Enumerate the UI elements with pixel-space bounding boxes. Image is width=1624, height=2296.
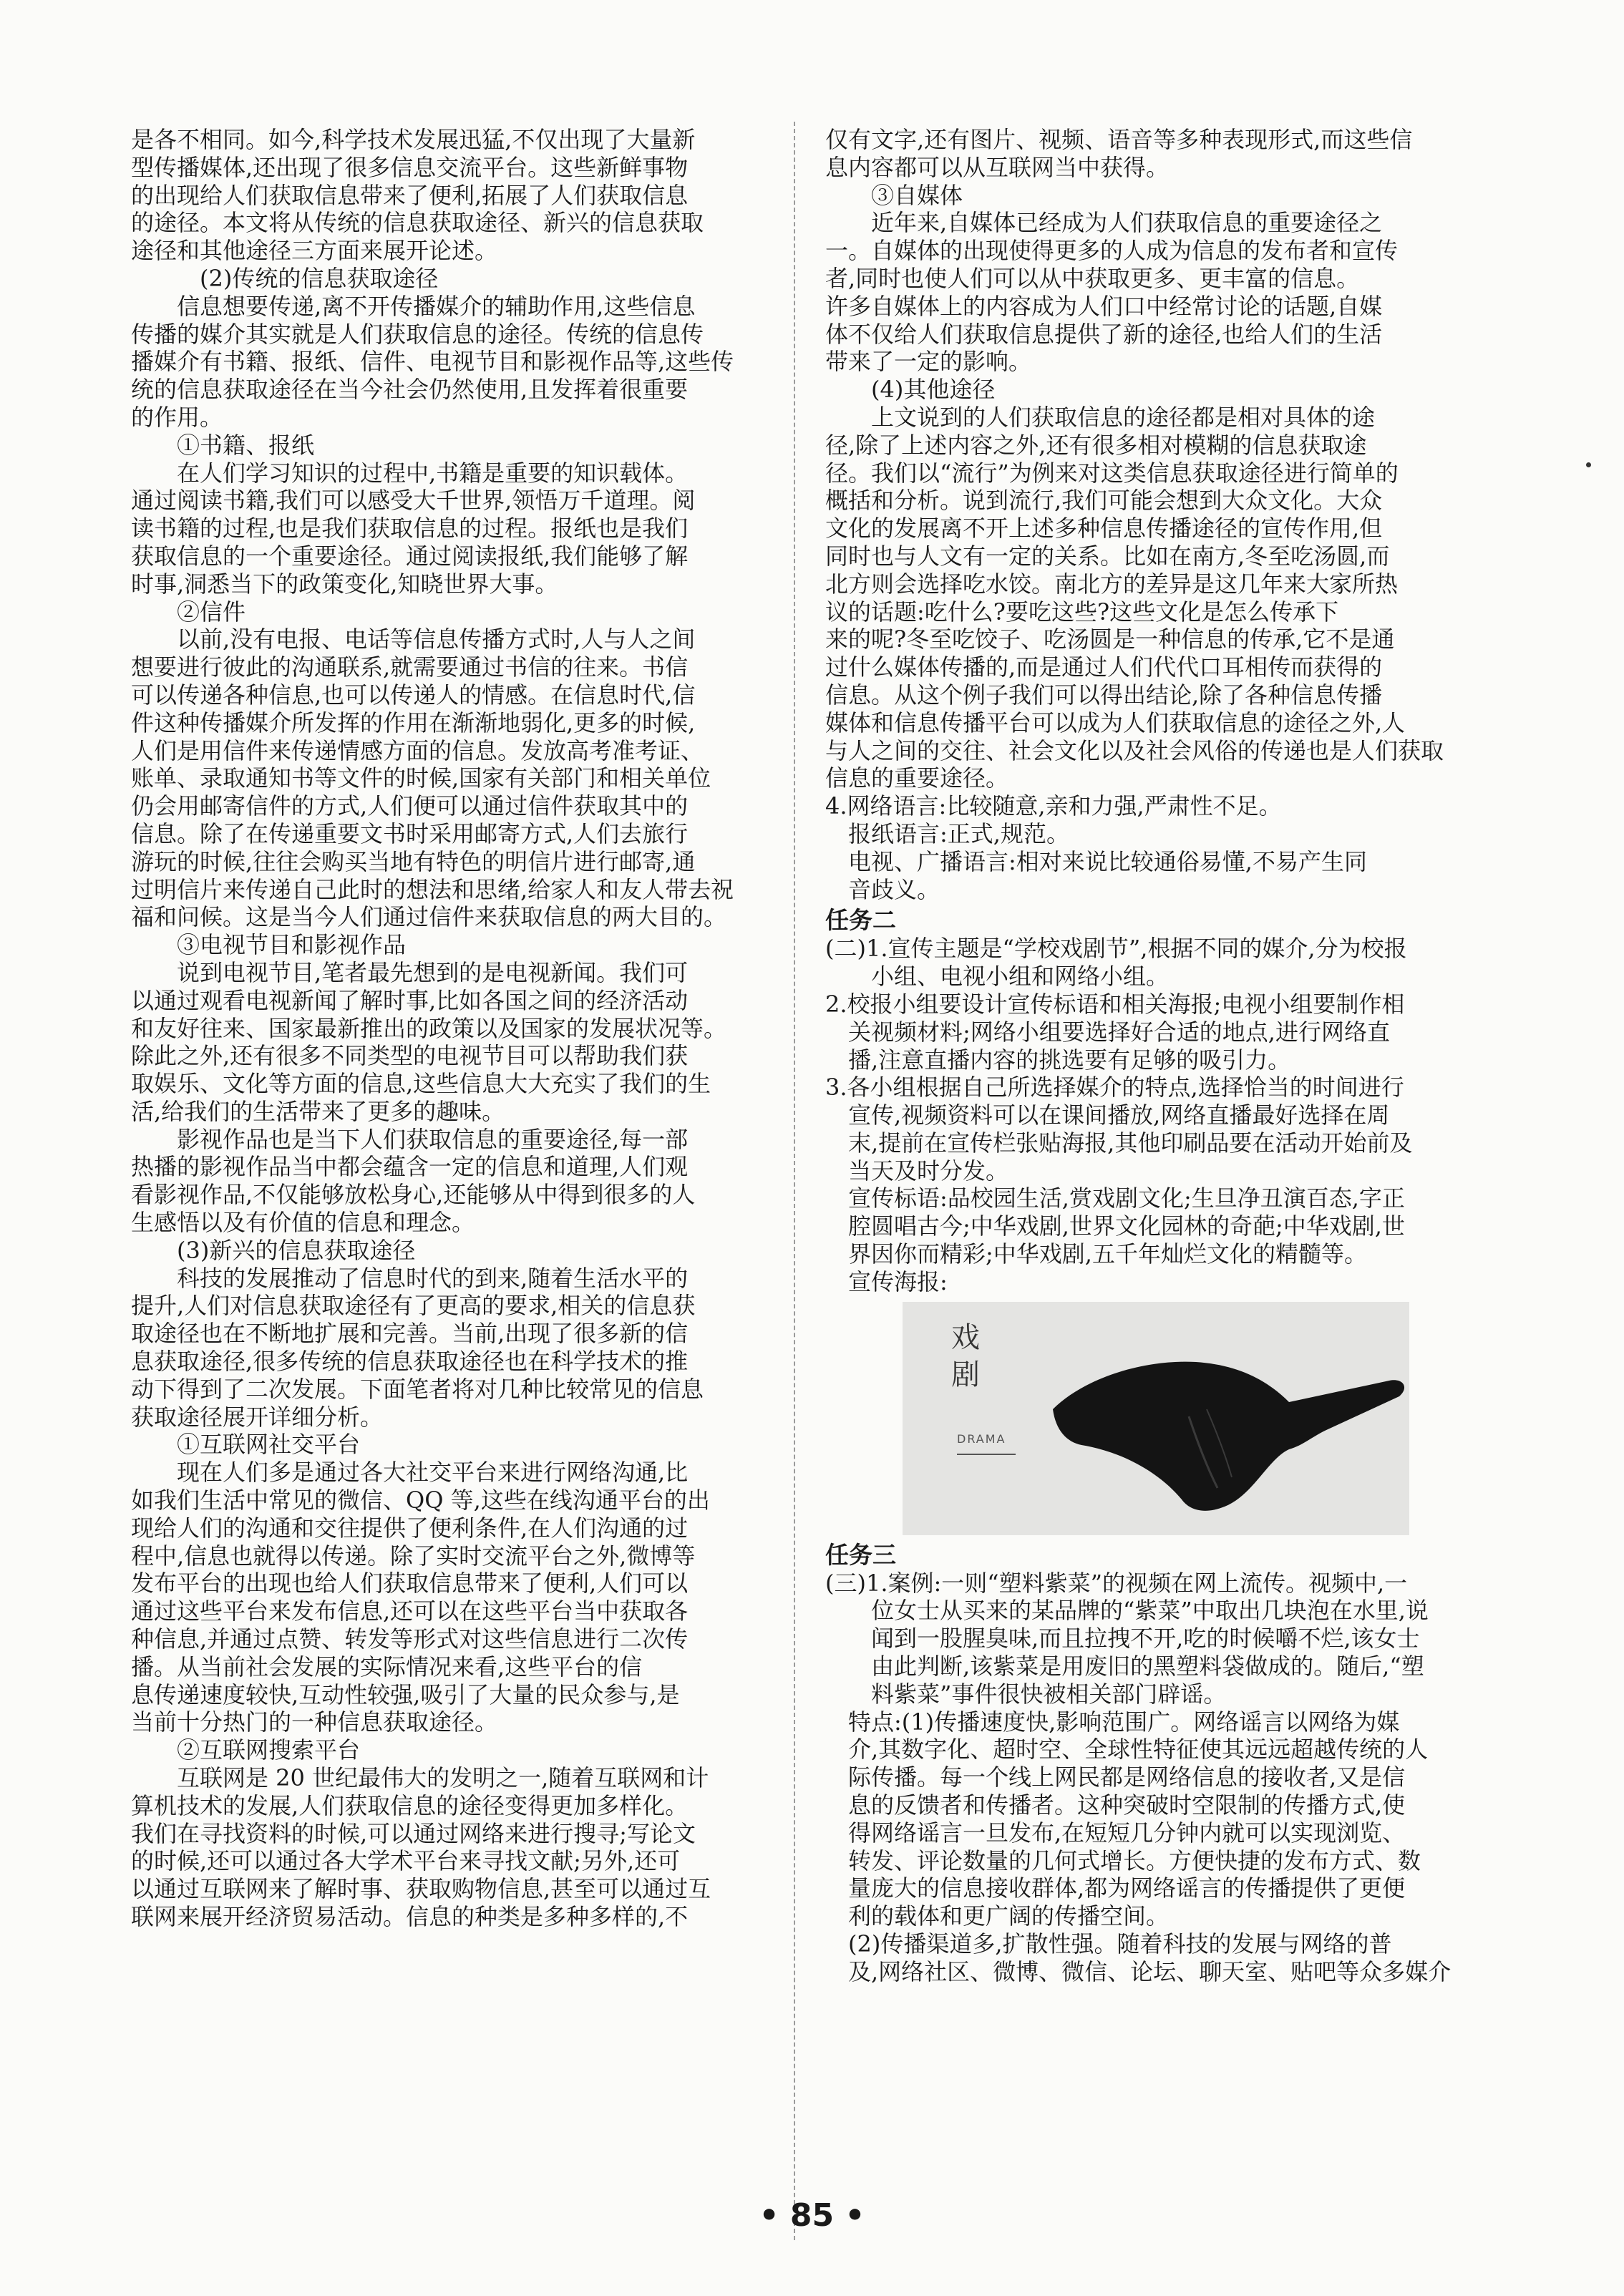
text-line: 径,除了上述内容之外,还有很多相对模糊的信息获取途	[825, 431, 1367, 459]
text-line: 活,给我们的生活带来了更多的趣味。	[131, 1097, 505, 1125]
text-line: 影视作品也是当下人们获取信息的重要途径,每一部	[177, 1125, 689, 1153]
text-line: 取途径也在不断地扩展和完善。当前,出现了很多新的信	[131, 1320, 689, 1348]
text-line: 看影视作品,不仅能够放松身心,还能够从中得到很多的人	[131, 1181, 696, 1209]
text-line: 想要进行彼此的沟通联系,就需要通过书信的往来。书信	[131, 653, 689, 681]
text-line: 转发、评论数量的几何式增长。方便快捷的发布方式、数	[848, 1847, 1421, 1874]
text-line: 闻到一股腥臭味,而且拉拽不开,吃的时候嚼不烂,该女士	[871, 1625, 1420, 1653]
text-line: 以通过观看电视新闻了解时事,比如各国之间的经济活动	[131, 986, 689, 1014]
text-line: 人们是用信件来传递情感方面的信息。发放高考准考证、	[131, 736, 704, 764]
text-line: 径。我们以“流行”为例来对这类信息获取途径进行简单的	[825, 459, 1399, 487]
text-line: 料紫菜”事件很快被相关部门辟谣。	[871, 1680, 1227, 1708]
text-line: 获取途径展开详细分析。	[131, 1403, 384, 1431]
text-line: 宣传海报:	[848, 1268, 948, 1295]
text-line: 来的呢?冬至吃饺子、吃汤圆是一种信息的传承,它不是通	[825, 626, 1395, 653]
text-line: 说到电视节目,笔者最先想到的是电视新闻。我们可	[177, 958, 689, 986]
text-line: 程中,信息也就得以传递。除了实时交流平台之外,微博等	[131, 1542, 696, 1570]
text-line: 统的信息获取途径在当今社会仍然使用,且发挥着很重要	[131, 376, 689, 404]
text-line: 的出现给人们获取信息带来了便利,拓展了人们获取信息	[131, 181, 689, 209]
text-line: 播媒介有书籍、报纸、信件、电视节目和影视作品等,这些传	[131, 348, 734, 376]
text-line: 型传播媒体,还出现了很多信息交流平台。这些新鲜事物	[131, 153, 689, 181]
text-line: 读书籍的过程,也是我们获取信息的过程。报纸也是我们	[131, 515, 689, 543]
text-line: 信息。从这个例子我们可以得出结论,除了各种信息传播	[825, 681, 1383, 709]
text-line: 腔圆唱古今;中华戏剧,世界文化园林的奇葩;中华戏剧,世	[848, 1212, 1405, 1240]
text-line: (2)传统的信息获取途径	[200, 264, 439, 292]
drama-poster	[903, 1302, 1409, 1535]
text-line: 得网络谣言一旦发布,在短短几分钟内就可以实现浏览、	[848, 1819, 1406, 1847]
text-line: 音歧义。	[848, 875, 940, 903]
text-line: 近年来,自媒体已经成为人们获取信息的重要途径之	[871, 209, 1383, 237]
text-line: 播。从当前社会发展的实际情况来看,这些平台的信	[131, 1653, 643, 1680]
text-line: 账单、录取通知书等文件的时候,国家有关部门和相关单位	[131, 764, 711, 792]
text-line: 除此之外,还有很多不同类型的电视节目可以帮助我们获	[131, 1042, 689, 1070]
text-line: 概括和分析。说到流行,我们可能会想到大众文化。大众	[825, 487, 1383, 515]
text-line: 种信息,并通过点赞、转发等形式对这些信息进行二次传	[131, 1625, 689, 1653]
text-line: 关视频材料;网络小组要选择好合适的地点,进行网络直	[848, 1018, 1390, 1046]
text-line: 带来了一定的影响。	[825, 348, 1032, 376]
text-line: 过什么媒体传播的,而是通过人们代代口耳相传而获得的	[825, 653, 1383, 681]
page-number: • 85 •	[759, 2197, 865, 2234]
text-line: 取娱乐、文化等方面的信息,这些信息大大充实了我们的生	[131, 1070, 711, 1098]
text-line: 在人们学习知识的过程中,书籍是重要的知识载体。	[177, 459, 689, 487]
text-line: 以通过互联网来了解时事、获取购物信息,甚至可以通过互	[131, 1875, 711, 1903]
poster-rule	[957, 1454, 1016, 1455]
text-line: 信息想要传递,离不开传播媒介的辅助作用,这些信息	[177, 292, 696, 320]
text-line: 播,注意直播内容的挑选要有足够的吸引力。	[848, 1046, 1291, 1074]
text-line: 提升,人们对信息获取途径有了更高的要求,相关的信息获	[131, 1292, 696, 1320]
text-line: ②信件	[177, 598, 246, 626]
text-line: 小组、电视小组和网络小组。	[871, 963, 1170, 991]
text-line: 通过这些平台来发布信息,还可以在这些平台当中获取各	[131, 1597, 689, 1625]
right-column-part-c	[825, 1570, 1502, 1986]
text-line: 过明信片来传递自己此时的想法和思绪,给家人和友人带去祝	[131, 875, 734, 903]
text-line: 4.网络语言:比较随意,亲和力强,严肃性不足。	[825, 792, 1282, 820]
text-line: 途径和其他途径三方面来展开论述。	[131, 237, 498, 265]
left-column	[131, 126, 804, 1931]
text-line: 我们在寻找资料的时候,可以通过网络来进行搜寻;写论文	[131, 1819, 696, 1847]
text-line: 信息。除了在传递重要文书时采用邮寄方式,人们去旅行	[131, 819, 689, 847]
text-line: 科技的发展推动了信息时代的到来,随着生活水平的	[177, 1264, 689, 1292]
text-line: 界因你而精彩;中华戏剧,五千年灿烂文化的精髓等。	[848, 1240, 1367, 1268]
text-line: 同时也与人文有一定的关系。比如在南方,冬至吃汤圆,而	[825, 542, 1390, 570]
text-line: 媒体和信息传播平台可以成为人们获取信息的途径之外,人	[825, 709, 1406, 736]
hand-silhouette-image	[1053, 1331, 1409, 1517]
text-line: 算机技术的发展,人们获取信息的途径变得更加多样化。	[131, 1791, 689, 1819]
text-line: 上文说到的人们获取信息的途径都是相对具体的途	[871, 403, 1376, 431]
text-line: 当前十分热门的一种信息获取途径。	[131, 1708, 498, 1736]
text-line: 福和问候。这是当今人们通过信件来获取信息的两大目的。	[131, 903, 727, 931]
text-line: 当天及时分发。	[848, 1157, 1009, 1185]
text-line: 发布平台的出现也给人们获取信息带来了便利,人们可以	[131, 1570, 689, 1597]
text-line: 与人之间的交往、社会文化以及社会风俗的传递也是人们获取	[825, 736, 1444, 764]
task3-title: 任务三	[825, 1540, 896, 1569]
text-line: (3)新兴的信息获取途径	[177, 1236, 416, 1264]
text-line: 现给人们的沟通和交往提供了便利条件,在人们沟通的过	[131, 1514, 689, 1542]
text-line: 热播的影视作品当中都会蕴含一定的信息和道理,人们观	[131, 1153, 689, 1181]
text-line: 是各不相同。如今,科学技术发展迅猛,不仅出现了大量新	[131, 126, 696, 153]
text-line: (三)1.案例:一则“塑料紫菜”的视频在网上流传。视频中,一	[825, 1569, 1408, 1597]
text-line: 的时候,还可以通过各大学术平台来寻找文献;另外,还可	[131, 1847, 681, 1875]
text-line: (2)传播渠道多,扩散性强。随着科技的发展与网络的普	[848, 1930, 1392, 1958]
text-line: 3.各小组根据自己所选择媒介的特点,选择恰当的时间进行	[825, 1074, 1404, 1101]
right-column-part-b	[825, 935, 1502, 1295]
text-line: 北方则会选择吃水饺。南北方的差异是这几年来大家所热	[825, 570, 1399, 598]
text-line: 联网来展开经济贸易活动。信息的种类是多种多样的,不	[131, 1903, 689, 1930]
text-line: 议的话题:吃什么?要吃这些?这些文化是怎么传承下	[825, 598, 1339, 626]
text-line: 件这种传播媒介所发挥的作用在渐渐地弱化,更多的时候,	[131, 709, 696, 736]
text-line: 仅有文字,还有图片、视频、语音等多种表现形式,而这些信	[825, 126, 1413, 153]
text-line: 信息的重要途径。	[825, 764, 1009, 792]
text-line: 及,网络社区、微博、微信、论坛、聊天室、贴吧等众多媒介	[848, 1957, 1452, 1985]
text-line: 位女士从买来的某品牌的“紫菜”中取出几块泡在水里,说	[871, 1597, 1429, 1625]
text-line: (4)其他途径	[871, 376, 996, 404]
text-line: 息获取途径,很多传统的信息获取途径也在科学技术的推	[131, 1348, 689, 1376]
text-line: 际传播。每一个线上网民都是网络信息的接收者,又是信	[848, 1764, 1406, 1791]
text-line: 互联网是 20 世纪最伟大的发明之一,随着互联网和计	[177, 1764, 709, 1792]
text-line: 息的反馈者和传播者。这种突破时空限制的传播方式,使	[848, 1791, 1406, 1819]
task2-title: 任务二	[825, 906, 896, 935]
margin-dot	[1586, 462, 1591, 467]
text-line: 传播的媒介其实就是人们获取信息的途径。传统的信息传	[131, 320, 704, 348]
text-line: 量庞大的信息接收群体,都为网络谣言的传播提供了更便	[848, 1874, 1406, 1902]
text-line: 电视、广播语言:相对来说比较通俗易懂,不易产生同	[848, 847, 1367, 875]
text-line: 游玩的时候,往往会购买当地有特色的明信片进行邮寄,通	[131, 847, 696, 875]
text-line: 以前,没有电报、电话等信息传播方式时,人与人之间	[177, 626, 696, 653]
text-line: 特点:(1)传播速度快,影响范围广。网络谣言以网络为媒	[848, 1708, 1400, 1736]
text-line: 者,同时也使人们可以从中获取更多、更丰富的信息。	[825, 264, 1360, 292]
text-line: 宣传,视频资料可以在课间播放,网络直播最好选择在周	[848, 1101, 1390, 1129]
text-line: ②互联网搜索平台	[177, 1736, 361, 1764]
text-line: ③自媒体	[871, 181, 963, 209]
text-line: 许多自媒体上的内容成为人们口中经常讨论的话题,自媒	[825, 292, 1383, 320]
text-line: 通过阅读书籍,我们可以感受大千世界,领悟万千道理。阅	[131, 487, 696, 515]
text-line: 2.校报小组要设计宣传标语和相关海报;电视小组要制作相	[825, 990, 1405, 1018]
text-line: 现在人们多是通过各大社交平台来进行网络沟通,比	[177, 1459, 689, 1487]
text-line: 息内容都可以从互联网当中获得。	[825, 153, 1170, 181]
text-line: ③电视节目和影视作品	[177, 931, 407, 959]
text-line: 息传递速度较快,互动性较强,吸引了大量的民众参与,是	[131, 1680, 680, 1708]
text-line: 末,提前在宣传栏张贴海报,其他印刷品要在活动开始前及	[848, 1129, 1413, 1157]
text-line: 介,其数字化、超时空、全球性特征使其远远超越传统的人	[848, 1736, 1429, 1764]
text-line: 的途径。本文将从传统的信息获取途径、新兴的信息获取	[131, 209, 704, 237]
poster-title-en: DRAMA	[957, 1431, 1006, 1446]
right-column-part-a	[825, 126, 1502, 903]
right-column	[825, 126, 1502, 1986]
text-line: 的作用。	[131, 403, 223, 431]
text-line: ①互联网社交平台	[177, 1431, 361, 1459]
text-line: 报纸语言:正式,规范。	[848, 819, 1069, 847]
text-line: 由此判断,该紫菜是用废旧的黑塑料袋做成的。随后,“塑	[871, 1653, 1424, 1680]
text-line: 获取信息的一个重要途径。通过阅读报纸,我们能够了解	[131, 542, 689, 570]
text-line: 如我们生活中常见的微信、QQ 等,这些在线沟通平台的出	[131, 1487, 710, 1514]
text-line: 可以传递各种信息,也可以传递人的情感。在信息时代,信	[131, 681, 696, 709]
text-line: 生感悟以及有价值的信息和理念。	[131, 1209, 475, 1237]
text-line: ①书籍、报纸	[177, 431, 315, 459]
text-line: (二)1.宣传主题是“学校戏剧节”,根据不同的媒介,分为校报	[825, 935, 1407, 963]
text-line: 仍会用邮寄信件的方式,人们便可以通过信件获取其中的	[131, 792, 689, 820]
text-line: 一。自媒体的出现使得更多的人成为信息的发布者和宣传	[825, 237, 1399, 265]
text-line: 宣传标语:品校园生活,赏戏剧文化;生旦净丑演百态,字正	[848, 1185, 1405, 1212]
text-line: 利的载体和更广阔的传播空间。	[848, 1902, 1170, 1930]
text-line: 和友好往来、国家最新推出的政策以及国家的发展状况等。	[131, 1014, 727, 1042]
text-line: 时事,洞悉当下的政策变化,知晓世界大事。	[131, 570, 558, 598]
text-line: 体不仅给人们获取信息提供了新的途径,也给人们的生活	[825, 320, 1383, 348]
text-line: 文化的发展离不开上述多种信息传播途径的宣传作用,但	[825, 515, 1383, 543]
poster-title-cn: 戏剧	[951, 1320, 980, 1391]
text-line: 动下得到了二次发展。下面笔者将对几种比较常见的信息	[131, 1375, 704, 1403]
